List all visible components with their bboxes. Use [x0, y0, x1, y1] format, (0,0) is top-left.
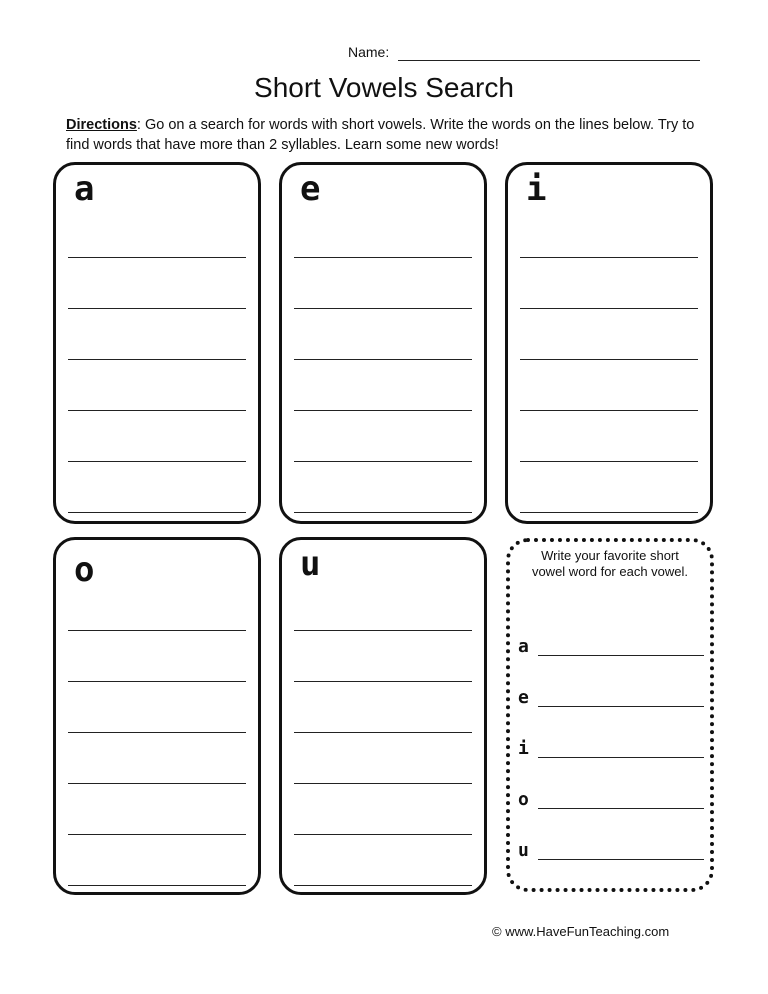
write-line — [294, 732, 472, 733]
favorite-row-u — [518, 838, 704, 862]
vowel-box-a — [53, 162, 261, 524]
write-line — [538, 757, 704, 758]
vowel-letter-o: o — [74, 550, 95, 590]
write-line — [294, 512, 472, 513]
write-line — [68, 783, 246, 784]
write-line — [294, 630, 472, 631]
favorite-letter: i — [518, 738, 529, 759]
vowel-box-u — [279, 537, 487, 895]
directions-body: : Go on a search for words with short vowels. Write the words on the lines below. Try to find words that have more than 2 syllables. Learn some new words! — [66, 117, 695, 153]
write-line — [68, 681, 246, 682]
write-line — [520, 308, 698, 309]
favorite-letter: e — [518, 687, 529, 708]
vowel-letter-i: i — [526, 169, 547, 209]
favorite-row-a — [518, 634, 704, 658]
favorite-prompt: Write your favorite short vowel word for each vowel. — [531, 548, 689, 579]
write-line — [294, 461, 472, 462]
write-line — [68, 885, 246, 886]
write-line — [520, 359, 698, 360]
page-title: Short Vowels Search — [254, 72, 514, 103]
favorite-letter: u — [518, 840, 529, 861]
write-line — [520, 257, 698, 258]
write-line — [294, 885, 472, 886]
write-line — [68, 308, 246, 309]
write-line — [68, 461, 246, 462]
write-line — [294, 681, 472, 682]
copyright-text: © www.HaveFunTeaching.com — [492, 924, 670, 939]
write-line — [538, 706, 704, 707]
write-line — [294, 410, 472, 411]
name-write-line — [398, 60, 700, 61]
vowel-letter-e: e — [300, 169, 321, 209]
write-line — [68, 359, 246, 360]
write-line — [68, 630, 246, 631]
favorite-letter: o — [518, 789, 529, 810]
write-line — [538, 808, 704, 809]
favorite-row-i — [518, 736, 704, 760]
write-line — [538, 655, 704, 656]
write-line — [68, 512, 246, 513]
write-line — [294, 783, 472, 784]
write-line — [68, 732, 246, 733]
write-line — [68, 257, 246, 258]
vowel-letter-u: u — [300, 544, 321, 584]
write-line — [520, 512, 698, 513]
write-line — [294, 308, 472, 309]
write-line — [294, 359, 472, 360]
favorite-letter: a — [518, 636, 529, 657]
vowel-letter-a: a — [74, 169, 95, 209]
favorite-row-o — [518, 787, 704, 811]
name-label: Name: — [348, 44, 390, 60]
write-line — [520, 410, 698, 411]
vowel-box-o — [53, 537, 261, 895]
directions-text — [66, 115, 706, 155]
vowel-box-i — [505, 162, 713, 524]
write-line — [68, 834, 246, 835]
write-line — [538, 859, 704, 860]
write-line — [294, 834, 472, 835]
favorite-row-e — [518, 685, 704, 709]
favorite-word-box — [506, 538, 714, 892]
vowel-box-e — [279, 162, 487, 524]
directions-label: Directions — [66, 117, 137, 133]
write-line — [294, 257, 472, 258]
write-line — [68, 410, 246, 411]
write-line — [520, 461, 698, 462]
